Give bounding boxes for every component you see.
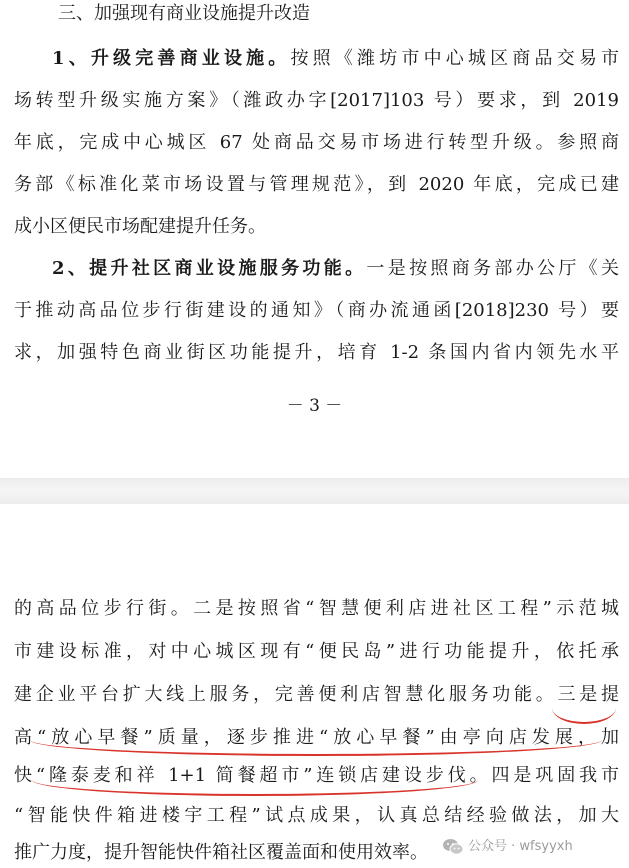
red-underline [552, 708, 616, 724]
wechat-icon [442, 838, 464, 856]
section-heading: 三、加强现有商业设施提升改造 [58, 3, 310, 24]
paragraph-line [14, 128, 619, 158]
watermark-label: 公众号 · wfsyyxh [468, 839, 573, 854]
red-underline [30, 740, 602, 756]
line-text: 年底，完成中心城区 67 处商品交易市场进行转型升级。参照商 [14, 132, 619, 153]
paragraph-line [14, 44, 619, 74]
line-text: 快“隆泰麦和祥 1+1 简餐超市”连锁店建设步伐。四是巩固我市 [14, 765, 619, 786]
paragraph-line [14, 338, 619, 368]
document-page-lower [0, 504, 629, 867]
line-text: 求，加强特色商业街区功能提升，培育 1-2 条国内省内领先水平 [14, 342, 619, 363]
paragraph-line [14, 86, 619, 116]
paragraph-line [14, 594, 619, 624]
page-gap [0, 478, 629, 504]
line-text: 于推动高品位步行街建设的通知》（商办流通函[2018]230 号）要 [14, 300, 619, 321]
paragraph-line [14, 680, 619, 710]
line-text: “智能快件箱进楼宇工程”试点成果，认真总结经验做法，加大 [14, 805, 619, 826]
paragraph-line [14, 170, 619, 200]
paragraph-line [14, 637, 619, 667]
line-text: 场转型升级实施方案》（潍政办字[2017]103 号）要求，到 2019 [14, 90, 619, 111]
line-text: 市建设标准，对中心城区现有“便民岛”进行功能提升，依托承 [14, 641, 619, 662]
paragraph-line [14, 212, 619, 242]
red-underline [32, 780, 478, 796]
line-text: 推广力度，提升智能快件箱社区覆盖面和使用效率。 [14, 842, 428, 863]
paragraph-line [14, 254, 619, 284]
paragraph-line [14, 801, 619, 831]
line-text: 按照《潍坊市中心城区商品交易市 [290, 48, 619, 69]
line-text: 一是按照商务部办公厅《关 [366, 258, 619, 279]
line-text: 务部《标准化菜市场设置与管理规范》，到 2020 年底，完成已建 [14, 174, 619, 195]
watermark [442, 836, 573, 858]
line-text: 建企业平台扩大线上服务，完善便利店智慧化服务功能。三是提 [14, 684, 619, 705]
line-text: 成小区便民市场配建提升任务。 [14, 216, 266, 237]
line-text: 高“放心早餐”质量，逐步推进“放心早餐”由亭向店发展，加 [14, 727, 619, 748]
line-text: 的高品位步行街。二是按照省“智慧便利店进社区工程”示范城 [14, 598, 619, 619]
subsection-title: 1、升级完善商业设施。 [52, 48, 291, 69]
subsection-title: 2、提升社区商业设施服务功能。 [52, 258, 367, 279]
paragraph-line [14, 296, 619, 326]
page-number: － 3 － [286, 396, 343, 416]
